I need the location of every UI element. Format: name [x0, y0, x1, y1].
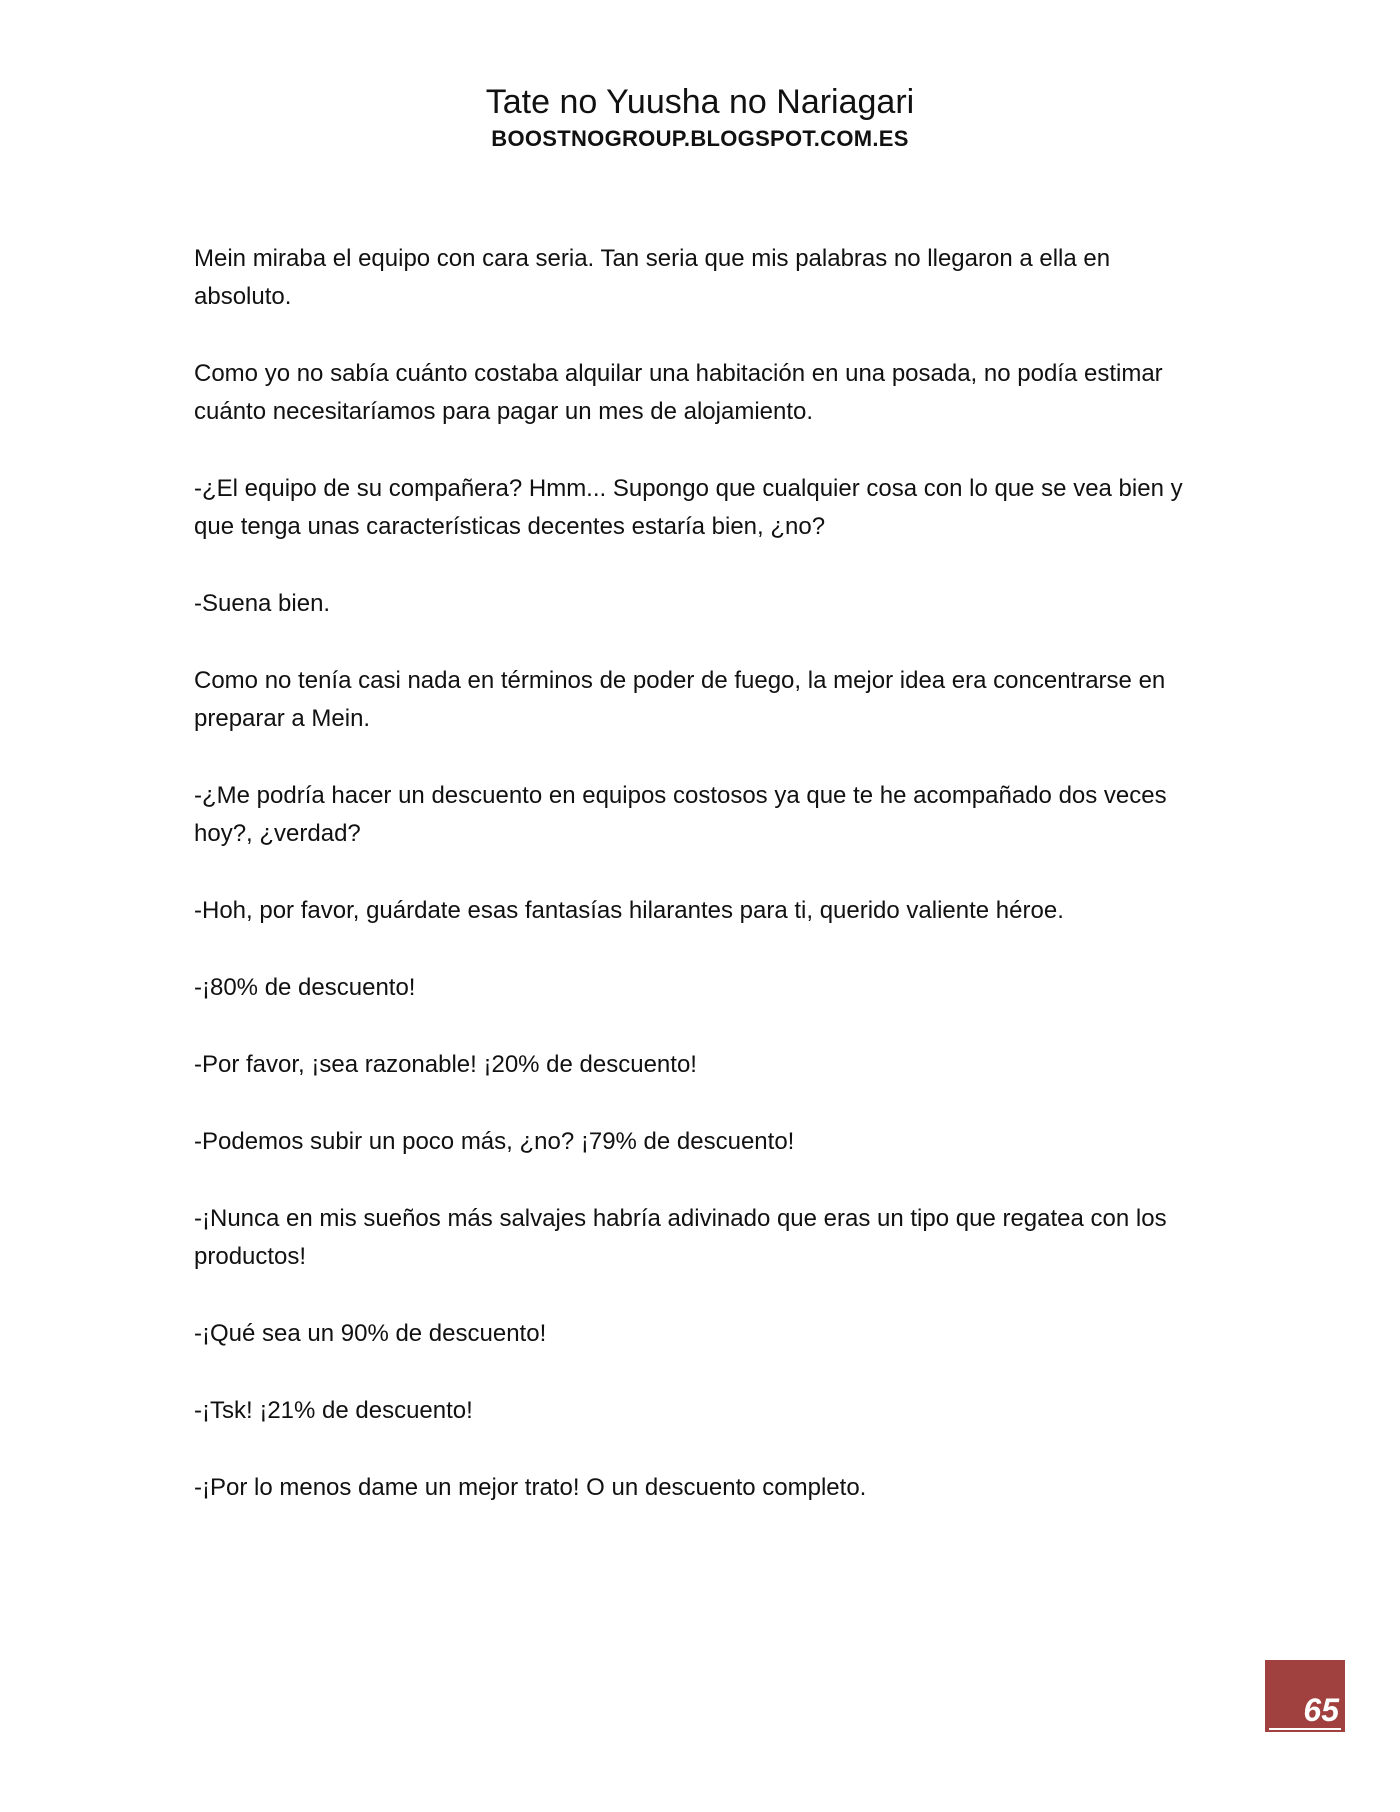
blog-url: BOOSTNOGROUP.BLOGSPOT.COM.ES: [491, 126, 909, 151]
paragraph: -¡Por lo menos dame un mejor trato! O un descuento completo.: [194, 1474, 867, 1501]
paragraph: -Por favor, ¡sea razonable! ¡20% de descuento!: [194, 1051, 697, 1078]
paragraph: -Hoh, por favor, guárdate esas fantasías hilarantes para ti, querido valiente héroe.: [194, 897, 1064, 924]
paragraph: -¡80% de descuento!: [194, 974, 416, 1001]
paragraph: -¿El equipo de su compañera? Hmm... Supongo que cualquier cosa con lo que se vea bien y que tenga unas características decentes estaría bien, ¿no?: [194, 475, 1183, 540]
page-header: [0, 80, 1400, 154]
paragraph: Como yo no sabía cuánto costaba alquilar una habitación en una posada, no podía estimar cuánto necesitaríamos para pagar un mes de alojamiento.: [194, 360, 1163, 425]
paragraph: -Suena bien.: [194, 590, 331, 617]
paragraph: -Podemos subir un poco más, ¿no? ¡79% de descuento!: [194, 1128, 795, 1155]
paragraph: -¡Tsk! ¡21% de descuento!: [194, 1397, 473, 1424]
page-number: 65: [1303, 1692, 1339, 1728]
paragraph: -¡Nunca en mis sueños más salvajes habría adivinado que eras un tipo que regatea con los productos!: [194, 1205, 1167, 1270]
paragraph: -¡Qué sea un 90% de descuento!: [194, 1320, 547, 1347]
document-title: Tate no Yuusha no Nariagari: [485, 83, 915, 121]
page-body: [194, 240, 1214, 1546]
page-number-underline: [1269, 1728, 1341, 1730]
paragraph: Como no tenía casi nada en términos de poder de fuego, la mejor idea era concentrarse en preparar a Mein.: [194, 667, 1166, 732]
page-number-badge: [1265, 1660, 1345, 1732]
paragraph: Mein miraba el equipo con cara seria. Tan seria que mis palabras no llegaron a ella en absoluto.: [194, 245, 1111, 310]
paragraph: -¿Me podría hacer un descuento en equipos costosos ya que te he acompañado dos veces hoy?, ¿verdad?: [194, 782, 1167, 847]
